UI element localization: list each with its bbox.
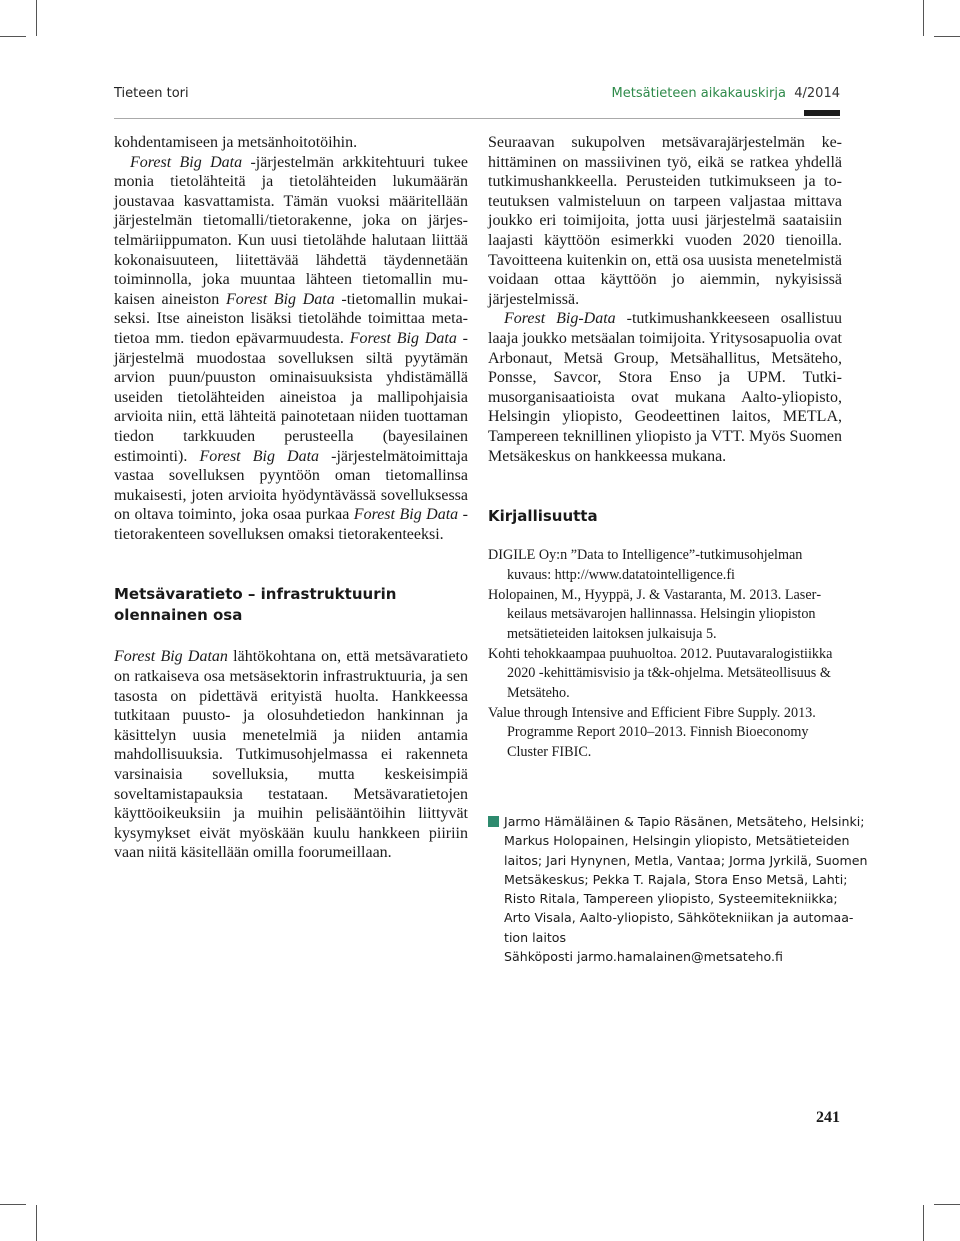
text-run: -tietorakenteen sovelluksen omaksi tietorakenteeksi. — [114, 506, 469, 543]
author-line: Metsäkeskus; Pekka T. Rajala, Stora Enso Metsä, Lahti; — [504, 871, 848, 887]
italic-term: Forest Big Data — [225, 290, 335, 308]
reference-item: Kohti tehokkaampaa puuhuoltoa. 2012. Puutavaralogistiikka 2020 -kehittämisvisio ja t&k-ohjelma. Metsäteollisuus & Metsäteho. — [488, 645, 833, 702]
italic-term: Forest Big Data — [349, 329, 457, 347]
crop-mark — [36, 0, 37, 36]
author-line: laitos; Jari Hynynen, Metla, Vantaa; Jorma Jyrkilä, Suomen — [504, 852, 868, 868]
reference-item: Value through Intensive and Efficient Fibre Supply. 2013. Programme Report 2010–2013. Finnish Bioeconomy Cluster FIBIC. — [488, 704, 816, 761]
author-info — [488, 812, 868, 966]
right-column — [488, 133, 842, 763]
running-header — [114, 86, 840, 106]
header-accent-bar — [804, 110, 840, 116]
journal-issue — [790, 86, 840, 101]
paragraph: Seuraavan sukupolven metsävarajärjestelmän kehittäminen on massiivinen työ, eikä se ratkea yhdellä tutkimushankkeella. Perusteiden tutkimukseen ja toteutuksen valmisteluun on tarpeen valjastaa mittava joukko eri toimijoita, jotta uusi järjestelmä saataisiin laajasti käyttöön esimerkki vuoden 2020 tienoilla. Tavoitteena kuitenkin on, että osa uusista menetelmistä voidaan ottaa käyttöön jo aiemmin, nykyisissä järjestelmissä. — [488, 134, 842, 308]
italic-term: Forest Big Data — [199, 447, 320, 465]
crop-mark — [36, 1205, 37, 1241]
crop-mark — [923, 0, 924, 36]
paragraph — [114, 647, 468, 863]
crop-mark — [923, 1205, 924, 1241]
paragraph — [488, 309, 842, 466]
paragraph — [114, 153, 468, 545]
issue-number: 4/2014 — [794, 86, 840, 101]
text-run: -järjestelmätoimittaja vastaa sovelluksen pyyntöön oman tietomallinsa mukaisesti, joten arvioita hyödyntävässä sovelluksessa on oltava toiminto, joka osaa purkaa — [114, 447, 468, 524]
author-bullet-square — [488, 816, 499, 827]
text-run: -järjestelmä muodostaa sovelluksen siltä pyytämän arvion puun/puuston ominaisuuksista yhdistämällä useiden tietolähteiden aineistoa ja mallipohjaisia arvioita niin, että lähteitä painotetaan niiden tuottaman tiedon tarkkuuden perusteella (bayesilainen estimointi). — [114, 329, 469, 465]
text-run: -järjestelmän arkkitehtuuri tukee monia tietolähteitä ja tietolähteiden lukumäärän joustavaa kasvattamista. Tämän vuoksi määritellään järjestelmän tietomalli/tietorakenne, joka on järjestelmäriippumaton. Kun uusi tietolähde halutaan liittää kokonaisuuteen, liitettävää lähdettä täydennetään toiminnolla, joka muuntaa lähteen tietomallin mukaisen aineiston — [114, 153, 468, 308]
reference-item: Holopainen, M., Hyyppä, J. & Vastaranta, M. 2013. Laserkeilaus metsävarojen hallinnassa. Helsingin yliopiston metsätieteiden laitoksen julkaisuja 5. — [488, 586, 822, 642]
section-label: Tieteen tori — [114, 86, 189, 101]
italic-term: Forest Big-Data — [504, 310, 616, 328]
header-rule — [114, 118, 840, 119]
left-column — [114, 133, 468, 863]
paragraph: kohdentamiseen ja metsänhoitotöihin. — [114, 134, 358, 151]
references-heading: Kirjallisuutta — [488, 507, 598, 526]
reference-item: DIGILE Oy:n ”Data to Intelligence”-tutkimusohjelman kuvaus: http://www.datatointelligence.fi — [488, 547, 803, 583]
crop-mark — [0, 1204, 26, 1205]
author-text — [504, 812, 868, 966]
author-line: tion laitos — [504, 929, 567, 945]
crop-mark — [0, 36, 26, 37]
author-line: Risto Ritala, Tampereen yliopisto, Systeemitekniikka; — [504, 891, 838, 907]
text-run: -tutkimushankkeeseen osallistuu laaja joukko metsäalan toimijoita. Yritysosapuolia ovat Arbonaut, Metsä Group, Metsähallitus, Metsäteho, Ponsse, Savcor, Stora Enso ja UPM. Tutkimusorganisaatioista ovat mukana Aalto-yliopisto, Helsingin yliopisto, Geodeettinen laitos, METLA, Tampereen teknillinen yliopisto ja VTT. Myös Suomen Metsäkeskus on hankkeessa mukana. — [488, 310, 842, 465]
italic-term: Forest Big Data — [353, 506, 459, 524]
crop-mark — [934, 1204, 960, 1205]
author-email: Sähköposti jarmo.hamalainen@metsateho.fi — [504, 949, 783, 965]
author-line: Jarmo Hämäläinen & Tapio Räsänen, Metsäteho, Helsinki; — [504, 814, 865, 829]
italic-term: Forest Big Data — [130, 153, 243, 171]
reference-list — [488, 546, 842, 763]
text-run: -tietomallin mukaiseksi. Itse aineiston lisäksi tietolähde toimittaa metatietoa mm. tiedon epävarmuudesta. — [114, 290, 468, 347]
author-line: Markus Holopainen, Helsingin yliopisto, Metsätieteiden — [504, 833, 850, 849]
crop-mark — [934, 36, 960, 37]
section-heading: Metsävaratieto – infrastruktuurin olennainen osa — [114, 585, 397, 625]
page-number: 241 — [816, 1109, 840, 1126]
italic-term: Forest Big Datan — [114, 648, 228, 666]
journal-info — [612, 86, 840, 101]
journal-name: Metsätieteen aikakauskirja — [611, 86, 786, 101]
text-run: lähtökohtana on, että metsävaratieto on ratkaiseva osa metsäsektorin infrastruktuuria, ja sen tasosta on pidettävä erityistä huolta. Hankkeessa tutkitaan puusto- ja olosuhdetiedon hankinnan ja käsittelyn uusia menetelmiä ja niiden antamia mahdollisuuksia. Tutkimusohjelmassa ei rakenneta varsinaisia sovelluksia, mutta keskeisimpiä soveltamistapauksia testataan. Metsävaratietojen käyttöoikeuksiin ja muihin pelisääntöihin liittyvät kysymykset eivät myöskään kuulu hankkeen piiriin vaan niitä käsitellään omilla foorumeillaan. — [114, 648, 468, 862]
author-line: Arto Visala, Aalto-yliopisto, Sähkötekniikan ja automaa- — [504, 910, 854, 926]
